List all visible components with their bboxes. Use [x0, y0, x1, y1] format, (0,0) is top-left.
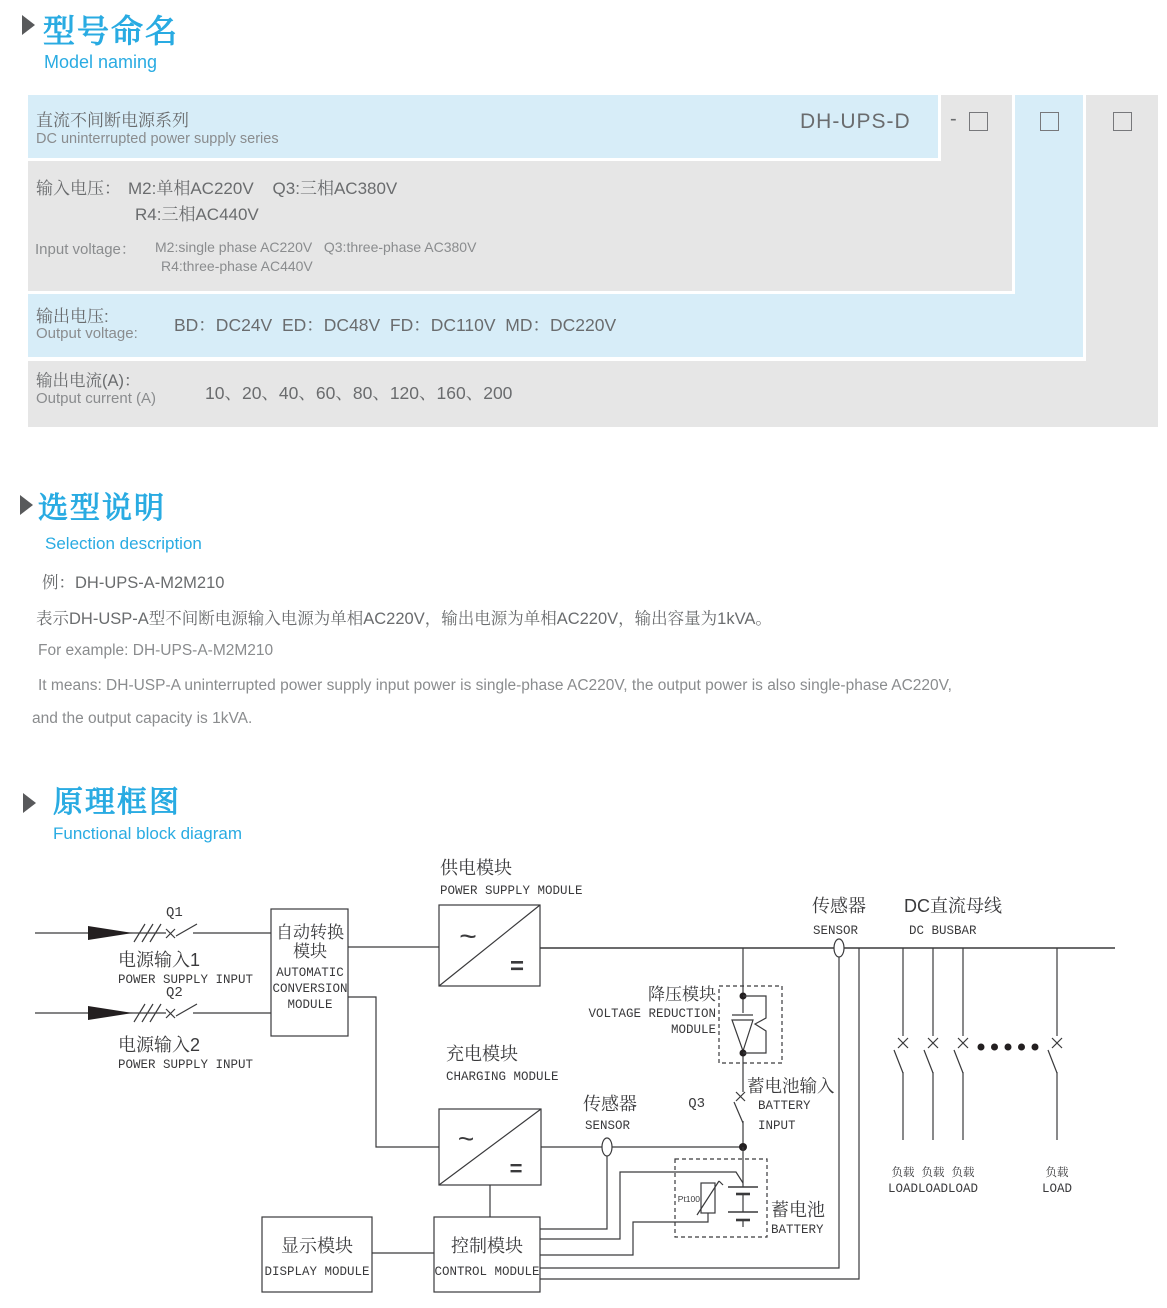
output-voltage-label-zh: 输出电压: [36, 307, 109, 326]
control-module-label-zh: 控制模块 [451, 1236, 523, 1256]
vrm-label-zh: 降压模块 [648, 985, 716, 1004]
page-title: 型号命名 [43, 13, 180, 49]
chm-label-zh: 充电模块 [446, 1044, 518, 1064]
vrm-label-en2: MODULE [670, 1023, 716, 1037]
vrm-label-en1: VOLTAGE REDUCTION [588, 1007, 716, 1021]
chm-dc-symbol: = [509, 1156, 523, 1181]
section-marker-icon [22, 15, 35, 35]
output-voltage-label-en: Output voltage: [36, 325, 138, 342]
load3-label-zh: 负载 [951, 1167, 975, 1179]
output-voltage-values: BD：DC24V ED：DC48V FD：DC110V MD：DC220V [174, 315, 617, 335]
selection-meaning-en-line1: It means: DH-USP-A uninterrupted power supply input power is single-phase AC220V, the output power is also single-phase AC220V, [38, 677, 952, 694]
battery-input-label-zh: 蓄电池输入 [747, 1076, 835, 1096]
output-current-values: 10、20、40、60、80、120、160、200 [205, 383, 513, 403]
pt100-label: Pt100 [677, 1194, 700, 1204]
input-voltage-label-en: Input voltage： [35, 241, 136, 258]
load1-label-zh: 负载 [891, 1167, 915, 1179]
acm-label-en2: CONVERSION [272, 982, 348, 996]
breaker-blade-icon [734, 1102, 743, 1123]
acm-label-zh2: 模块 [293, 942, 327, 961]
charging-sensor-icon [602, 1138, 612, 1156]
load4-label-en: LOAD [1041, 1182, 1073, 1196]
page-subtitle: Model naming [44, 52, 158, 72]
bus-sensor-label-zh: 传感器 [812, 896, 866, 916]
load-feeders [894, 948, 1062, 1140]
acm-label-en1: AUTOMATIC [276, 966, 344, 980]
model-suffix-box-1 [969, 112, 988, 131]
power-supply-module-box [439, 905, 540, 986]
load2-label-zh: 负载 [921, 1167, 945, 1179]
diode-icon [732, 1020, 753, 1051]
selection-example-zh: 例：DH-UPS-A-M2M210 [42, 574, 225, 592]
power-input-1-line [35, 924, 271, 942]
input1-label-zh: 电源输入1 [118, 950, 201, 970]
chg-sensor-label-zh: 传感器 [583, 1094, 637, 1114]
battery-input-label-en1: BATTERY [758, 1099, 811, 1113]
power-input-2-line [35, 1004, 271, 1022]
selection-subtitle: Selection description [45, 534, 202, 553]
arrow-right-icon [88, 926, 133, 940]
busbar-label-en: DC BUSBAR [909, 924, 977, 938]
model-code: DH-UPS-D [800, 110, 911, 133]
acm-label-en3: MODULE [287, 998, 333, 1012]
breaker-blade-icon [176, 924, 197, 936]
functional-block-diagram [0, 850, 1167, 1308]
arrow-right-icon [88, 1006, 133, 1020]
acm-label-zh1: 自动转换 [276, 923, 344, 942]
chg-sensor-label-en: SENSOR [585, 1119, 631, 1133]
ellipsis-dots-icon [978, 1044, 1039, 1051]
model-suffix-dash: - [950, 108, 957, 130]
selection-example-en: For example: DH-UPS-A-M2M210 [38, 642, 274, 659]
display-module-label-zh: 显示模块 [281, 1236, 353, 1256]
input-voltage-label-zh: 输入电压： [36, 179, 121, 198]
battery-input-label-en2: INPUT [758, 1119, 796, 1133]
load3-label-en: LOAD [947, 1182, 979, 1196]
breaker-blade-icon [176, 1004, 197, 1016]
psm-label-en: POWER SUPPLY MODULE [440, 884, 583, 898]
chm-label-en: CHARGING MODULE [446, 1070, 559, 1084]
q2-label: Q2 [166, 985, 183, 1001]
load1-label-en: LOAD [887, 1182, 919, 1196]
q1-label: Q1 [166, 905, 183, 921]
input-voltage-en-line2: R4:three-phase AC440V [161, 258, 313, 274]
table-row-output-current [28, 361, 1158, 427]
section-marker-icon [20, 495, 33, 515]
selection-meaning-zh: 表示DH-USP-A型不间断电源输入电源为单相AC220V，输出电源为单相AC220V，输出容量为1kVA。 [36, 610, 772, 628]
psm-ac-symbol: ~ [459, 920, 477, 953]
input-voltage-zh-line1: M2:单相AC220V Q3:三相AC380V [128, 179, 398, 198]
diagram-subtitle: Functional block diagram [53, 824, 242, 843]
selection-meaning-en-line2: and the output capacity is 1kVA. [32, 710, 253, 727]
output-current-label-zh: 输出电流(A)： [36, 372, 141, 390]
model-suffix-box-3 [1113, 112, 1132, 131]
psm-dc-symbol: = [509, 953, 525, 980]
control-module-label-en: CONTROL MODULE [434, 1265, 540, 1279]
series-name-en: DC uninterrupted power supply series [36, 131, 279, 147]
model-suffix-box-2 [1040, 112, 1059, 131]
q3-label: Q3 [688, 1096, 705, 1112]
charging-module-box [439, 1109, 541, 1185]
busbar-label-zh: DC直流母线 [904, 896, 1002, 916]
section-marker-icon [23, 793, 36, 813]
battery-label-zh: 蓄电池 [771, 1200, 825, 1220]
bus-sensor-label-en: SENSOR [813, 924, 859, 938]
input1-label-en: POWER SUPPLY INPUT [118, 973, 254, 987]
series-name-zh: 直流不间断电源系列 [36, 111, 189, 130]
battery-label-en: BATTERY [771, 1223, 824, 1237]
battery-branch [675, 1147, 767, 1237]
load2-label-en: LOAD [917, 1182, 949, 1196]
chm-ac-symbol: ~ [457, 1123, 475, 1154]
diagram-title: 原理框图 [53, 786, 181, 819]
voltage-reduction-branch [719, 948, 782, 1147]
input-voltage-zh-line2: R4:三相AC440V [135, 205, 259, 224]
load4-label-zh: 负载 [1045, 1167, 1069, 1179]
psm-label-zh: 供电模块 [440, 858, 512, 878]
output-current-label-en: Output current (A) [36, 390, 157, 407]
bus-sensor-icon [834, 939, 844, 957]
display-module-label-en: DISPLAY MODULE [264, 1265, 370, 1279]
input2-label-zh: 电源输入2 [118, 1035, 201, 1055]
input-voltage-en-line1: M2:single phase AC220V Q3:three-phase AC380V [155, 239, 477, 255]
input2-label-en: POWER SUPPLY INPUT [118, 1058, 254, 1072]
selection-title: 选型说明 [38, 492, 166, 525]
